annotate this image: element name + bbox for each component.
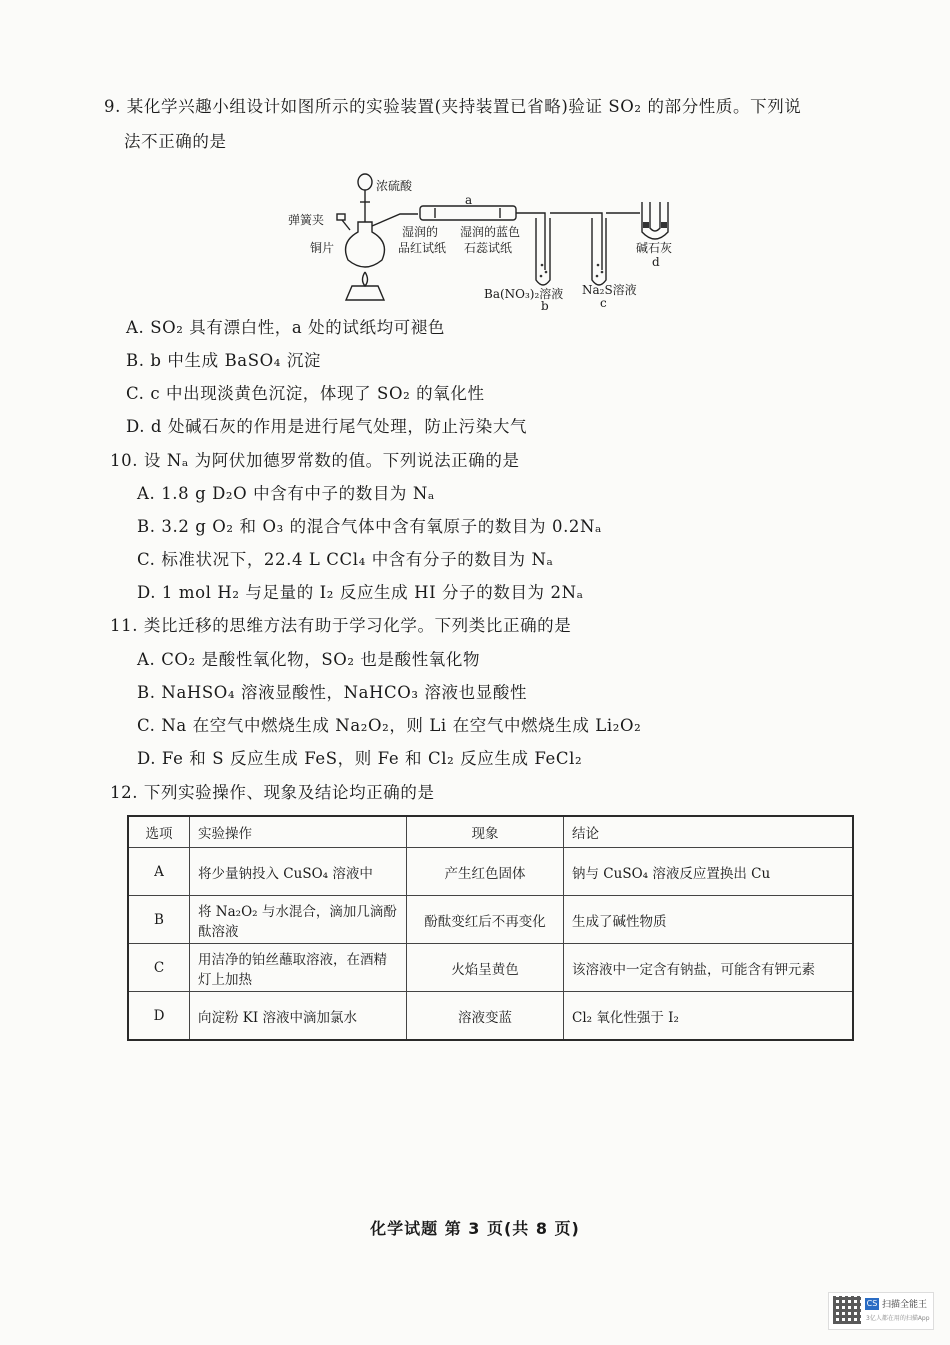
label-paper1-line2: 品红试纸 [398,241,447,255]
table-header-row [128,816,853,848]
cell-conclusion: 钠与 CuSO₄ 溶液反应置换出 Cu [564,848,854,896]
table-row [128,992,853,1041]
cell-operation: 将 Na₂O₂ 与水混合，滴加几滴酚酞溶液 [190,896,407,944]
table-row [128,848,853,896]
cell-conclusion: Cl₂ 氧化性强于 I₂ [564,992,854,1041]
header-phenomenon: 现象 [407,816,564,848]
q10-option-c: C. 标准状况下，22.4 L CCl₄ 中含有分子的数目为 Nₐ [137,550,554,569]
label-c-solution: Na₂S溶液 [582,283,637,297]
label-spring-clamp: 弹簧夹 [288,213,325,227]
q9-option-b: B. b 中生成 BaSO₄ 沉淀 [126,351,322,370]
cell-option: B [128,896,190,944]
q9-apparatus-diagram [280,160,690,310]
scanner-app-name: 扫描全能王 [882,1300,928,1310]
cell-phenomenon: 火焰呈黄色 [407,944,564,992]
cell-conclusion: 该溶液中一定含有钠盐，可能含有钾元素 [564,944,854,992]
q11-option-b: B. NaHSO₄ 溶液显酸性，NaHCO₃ 溶液也显酸性 [137,683,528,702]
q11-option-d: D. Fe 和 S 反应生成 FeS，则 Fe 和 Cl₂ 反应生成 FeCl₂ [137,749,583,768]
cell-operation: 向淀粉 KI 溶液中滴加氯水 [190,992,407,1041]
q10-option-b: B. 3.2 g O₂ 和 O₃ 的混合气体中含有氧原子的数目为 0.2Nₐ [137,517,603,536]
q9-option-d: D. d 处碱石灰的作用是进行尾气处理，防止污染大气 [126,417,528,436]
cell-option: C [128,944,190,992]
label-paper2-line2: 石蕊试纸 [464,241,513,255]
label-conc-sulfuric-acid: 浓硫酸 [376,179,413,193]
cell-option: A [128,848,190,896]
cell-phenomenon: 产生红色固体 [407,848,564,896]
q10-option-a: A. 1.8 g D₂O 中含有中子的数目为 Nₐ [137,484,435,503]
q11-option-c: C. Na 在空气中燃烧生成 Na₂O₂，则 Li 在空气中燃烧生成 Li₂O₂ [137,716,642,735]
scanner-tagline: 3亿人都在用的扫描App [866,1315,930,1322]
q10-stem: 10. 设 Nₐ 为阿伏加德罗常数的值。下列说法正确的是 [110,451,520,470]
page-footer: 化学试题 第 3 页(共 8 页) [370,1219,580,1238]
q11-stem: 11. 类比迁移的思维方法有助于学习化学。下列类比正确的是 [110,616,572,635]
qr-code-icon [833,1296,861,1324]
q10-option-d: D. 1 mol H₂ 与足量的 I₂ 反应生成 HI 分子的数目为 2Nₐ [137,583,584,602]
label-b: b [541,299,549,310]
q9-option-a: A. SO₂ 具有漂白性，a 处的试纸均可褪色 [126,318,445,337]
camscanner-logo-icon: CS [866,1299,878,1308]
q9-stem-line1: 9. 某化学兴趣小组设计如图所示的实验装置(夹持装置已省略)验证 SO₂ 的部分性质。下列说 [104,97,802,116]
cell-operation: 将少量钠投入 CuSO₄ 溶液中 [190,848,407,896]
header-conclusion: 结论 [564,816,854,848]
header-operation: 实验操作 [190,816,407,848]
q11-option-a: A. CO₂ 是酸性氧化物，SO₂ 也是酸性氧化物 [137,650,481,669]
cell-phenomenon: 溶液变蓝 [407,992,564,1041]
header-option: 选项 [128,816,190,848]
label-b-solution: Ba(NO₃)₂溶液 [484,287,564,301]
label-paper2-line1: 湿润的蓝色 [460,225,521,239]
table-row [128,896,853,944]
cell-option: D [128,992,190,1041]
cell-conclusion: 生成了碱性物质 [564,896,854,944]
table-row [128,944,853,992]
cell-operation: 用洁净的铂丝蘸取溶液，在酒精灯上加热 [190,944,407,992]
q12-experiment-table [127,815,854,1041]
label-paper1-line1: 湿润的 [402,225,439,239]
cell-phenomenon: 酚酞变红后不再变化 [407,896,564,944]
label-soda-lime: 碱石灰 [636,241,673,255]
label-c: c [600,296,607,310]
label-copper-sheet: 铜片 [310,241,335,255]
q9-option-c: C. c 中出现淡黄色沉淀，体现了 SO₂ 的氧化性 [126,384,485,403]
label-d: d [652,255,660,269]
scanner-watermark [828,1292,934,1330]
q9-stem-line2: 法不正确的是 [124,132,227,151]
label-a: a [465,193,473,207]
q12-stem: 12. 下列实验操作、现象及结论均正确的是 [110,783,435,802]
